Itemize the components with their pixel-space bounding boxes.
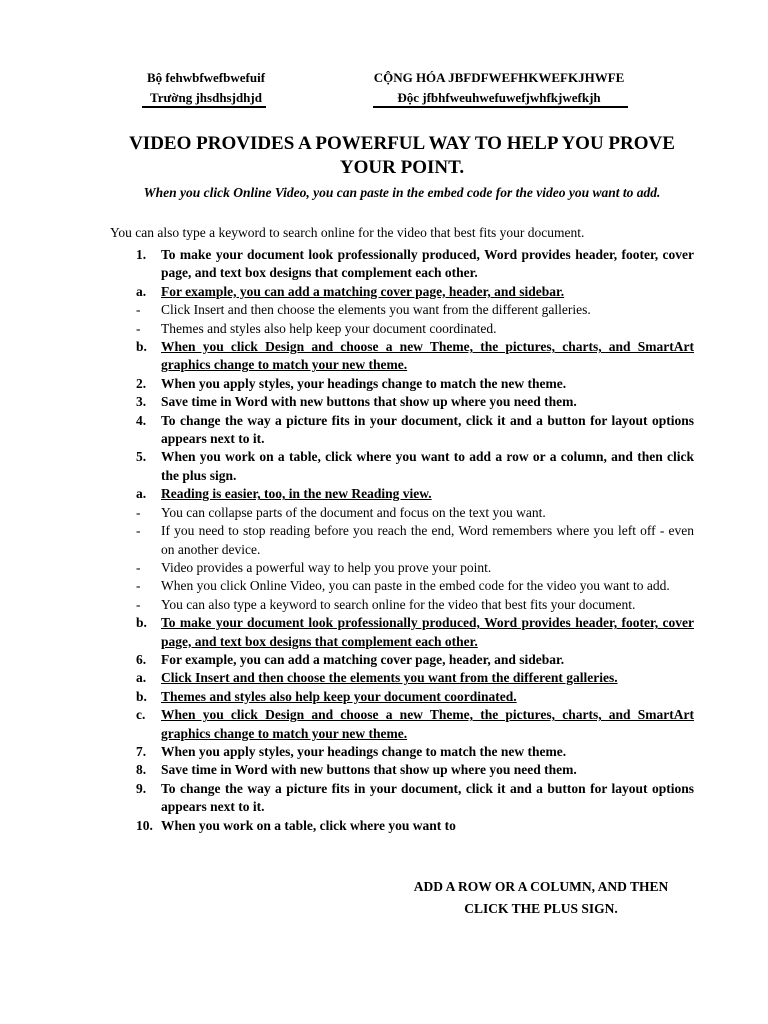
list-item <box>136 320 694 338</box>
list-marker: 3. <box>136 394 147 410</box>
header-left <box>136 68 276 108</box>
list-item <box>136 577 694 595</box>
list-marker: c. <box>136 707 146 723</box>
list-item-text: When you click Design and choose a new Theme, the pictures, charts, and SmartArt graphics change to match your new theme. <box>161 339 694 373</box>
list-item-text: If you need to stop reading before you reach the end, Word remembers where you left off - even on another device. <box>161 523 694 557</box>
list-item <box>136 301 694 319</box>
national-title: CỘNG HÓA JBFDFWEFHKWEFKJHWFE <box>373 70 625 85</box>
list-item <box>136 761 694 779</box>
list-item <box>136 559 694 577</box>
list-item-text: When you apply styles, your headings change to match the new theme. <box>161 375 567 391</box>
list-item <box>136 246 694 283</box>
list-item <box>136 688 694 706</box>
list-marker: a. <box>136 283 147 299</box>
list-item-text: For example, you can add a matching cover page, header, and sidebar. <box>161 283 565 299</box>
list-item-text: Video provides a powerful way to help you prove your point. <box>161 559 492 575</box>
list-item-text: When you click Design and choose a new Theme, the pictures, charts, and SmartArt graphics change to match your new theme. <box>161 707 694 741</box>
list-item <box>136 338 694 375</box>
list-marker: 10. <box>136 817 153 833</box>
list-item-text: Save time in Word with new buttons that show up where you need them. <box>161 762 577 778</box>
list-item-text: When you work on a table, click where you want to add a row or a column, and then click the plus sign. <box>161 449 694 483</box>
list-item <box>136 614 694 651</box>
list-item-text: To change the way a picture fits in your document, click it and a button for layout options appears next to it. <box>161 412 694 447</box>
list-item <box>136 522 694 559</box>
list-item <box>136 780 694 817</box>
list-item-text: Themes and styles also help keep your document coordinated. <box>161 688 517 704</box>
list-marker: 5. <box>136 449 147 465</box>
intro-paragraph: You can also type a keyword to search online for the video that best fits your document. <box>110 225 585 240</box>
list-marker: b. <box>136 339 147 355</box>
document-subtitle: When you click Online Video, you can paste in the embed code for the video you want to add. <box>143 185 661 200</box>
list-item <box>136 669 694 687</box>
list-marker: - <box>136 504 141 520</box>
list-item <box>136 375 694 393</box>
list-item <box>136 596 694 614</box>
list-item <box>136 412 694 449</box>
list-marker: 6. <box>136 651 147 667</box>
list-item-text: Save time in Word with new buttons that show up where you need them. <box>161 394 577 410</box>
list-item-text: Themes and styles also help keep your document coordinated. <box>161 320 497 336</box>
list-marker: - <box>136 302 141 318</box>
header-right <box>340 68 658 108</box>
list-item-text: When you click Online Video, you can paste in the embed code for the video you want to add. <box>161 578 670 594</box>
list-item-text: To make your document look professionally produced, Word provides header, footer, cover page, and text box designs that complement each other. <box>161 615 694 649</box>
list-marker: - <box>136 523 141 539</box>
list-item-text: Reading is easier, too, in the new Reading view. <box>161 486 432 502</box>
closing-line-1: ADD A ROW OR A COLUMN, AND THEN <box>413 879 669 894</box>
list-marker: b. <box>136 688 147 704</box>
ministry-name: Bộ fehwbfwefbwefuif <box>146 70 266 85</box>
list-item-text: You can collapse parts of the document and focus on the text you want. <box>161 504 546 520</box>
school-name: Trường jhsdhsjdhjd <box>150 90 262 105</box>
list-marker: - <box>136 559 141 575</box>
list-item <box>136 651 694 669</box>
national-motto: Độc jfbhfweuhwefuwefjwhfkjwefkjh <box>397 90 601 105</box>
list-item <box>136 743 694 761</box>
list-item-text: When you apply styles, your headings change to match the new theme. <box>161 743 567 759</box>
list-item <box>136 706 694 743</box>
header-left-rule <box>142 106 266 108</box>
list-marker: - <box>136 320 141 336</box>
list-marker: 1. <box>136 247 147 262</box>
list-item <box>136 448 694 485</box>
list-item <box>136 504 694 522</box>
list-item <box>136 283 694 301</box>
list-marker: 2. <box>136 375 147 391</box>
closing-heading <box>386 876 696 920</box>
list-marker: b. <box>136 615 147 631</box>
closing-line-2: CLICK THE PLUS SIGN. <box>464 901 618 916</box>
list-item-text: For example, you can add a matching cover page, header, and sidebar. <box>161 651 565 667</box>
list-item-text: You can also type a keyword to search online for the video that best fits your document. <box>161 596 636 612</box>
list-item-text: When you work on a table, click where you want to <box>161 817 456 833</box>
list-item-text: To change the way a picture fits in your document, click it and a button for layout options appears next to it. <box>161 780 694 815</box>
list-marker: 4. <box>136 412 147 428</box>
list-marker: 8. <box>136 762 147 778</box>
list-marker: a. <box>136 486 147 502</box>
list-marker: 9. <box>136 780 147 796</box>
list-item-text: Click Insert and then choose the elements you want from the different galleries. <box>161 670 618 686</box>
list-item-text: To make your document look professionally produced, Word provides header, footer, cover page, and text box designs that complement each other. <box>161 247 694 281</box>
list-marker: 7. <box>136 743 147 759</box>
list-item <box>136 485 694 503</box>
document-title: VIDEO PROVIDES A POWERFUL WAY TO HELP YOU PROVE YOUR POINT. <box>129 133 675 178</box>
list-marker: - <box>136 596 141 612</box>
list-marker: - <box>136 578 141 594</box>
header-right-rule <box>373 106 628 108</box>
list-marker: a. <box>136 670 147 686</box>
list-item-text: Click Insert and then choose the elements you want from the different galleries. <box>161 302 591 318</box>
list-item <box>136 817 694 835</box>
content-list <box>136 246 694 835</box>
list-item <box>136 393 694 411</box>
